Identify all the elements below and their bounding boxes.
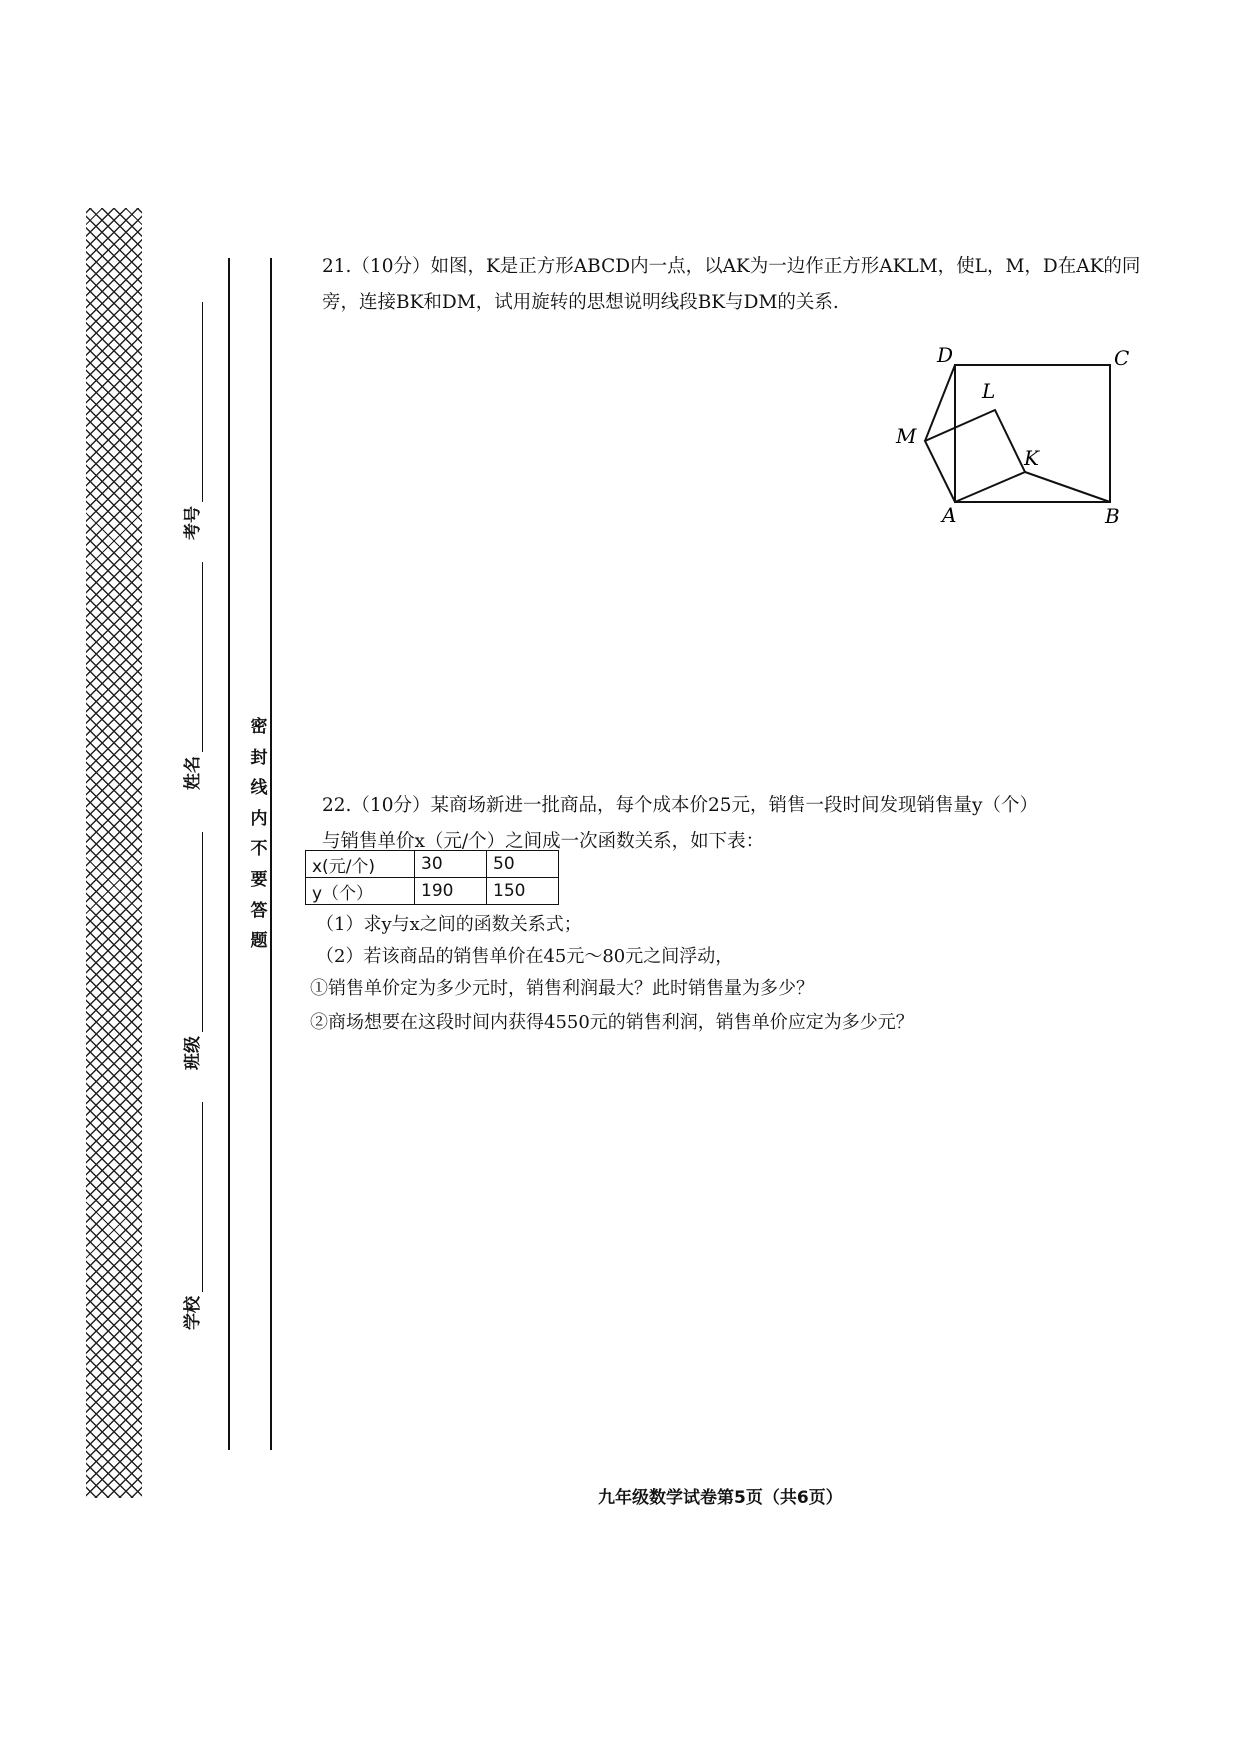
question-21-figure: [880, 340, 1140, 530]
school-label: 学校: [183, 1296, 203, 1330]
label-d: D: [937, 343, 954, 367]
school-field: [178, 1102, 203, 1330]
table-cell: x(元/个): [306, 851, 415, 878]
seal-line-warning: 密封线内不要答题: [250, 717, 268, 952]
square-aklm: [925, 410, 1025, 502]
school-blank[interactable]: [184, 1102, 203, 1292]
label-m: M: [896, 424, 917, 448]
page-footer: 九年级数学试卷第5页（共6页）: [598, 1488, 843, 1508]
question-22-part-2b: ②商场想要在这段时间内获得4550元的销售利润，销售单价应定为多少元？: [310, 1012, 914, 1033]
label-k: K: [1024, 446, 1039, 470]
segment-bk: [1025, 472, 1110, 502]
question-22-part-1: （1）求y与x之间的函数关系式；: [316, 914, 582, 935]
question-22-part-2: （2）若该商品的销售单价在45元～80元之间浮动，: [316, 946, 734, 967]
name-blank[interactable]: [184, 562, 203, 752]
name-label: 姓名: [183, 756, 203, 790]
table-row: [306, 878, 559, 905]
label-c: C: [1114, 346, 1130, 370]
table-cell: 30: [415, 851, 487, 878]
table-cell: 150: [487, 878, 559, 905]
label-a: A: [942, 503, 957, 527]
class-blank[interactable]: [184, 832, 203, 1032]
binding-line-inner: [228, 258, 230, 1450]
table-row: [306, 851, 559, 878]
question-22-table: [305, 850, 559, 905]
exam-number-blank[interactable]: [184, 302, 203, 502]
label-b: B: [1105, 504, 1120, 528]
question-22-intro-line1: 22.（10分）某商场新进一批商品，每个成本价25元，销售一段时间发现销售量y（个）: [322, 795, 1038, 816]
label-l: L: [982, 379, 996, 403]
question-21-text: 21.（10分）如图，K是正方形ABCD内一点，以AK为一边作正方形AKLM，使L，M，D在AK的同旁，连接BK和DM，试用旋转的思想说明线段BK与DM的关系.: [322, 256, 1141, 313]
square-abcd: [955, 365, 1110, 502]
table-cell: 190: [415, 878, 487, 905]
class-field: [178, 832, 203, 1070]
table-cell: y（个）: [306, 878, 415, 905]
question-22-intro-line2: 与销售单价x（元/个）之间成一次函数关系，如下表：: [322, 831, 765, 852]
class-label: 班级: [183, 1036, 203, 1070]
decorative-crosshatch-border: [86, 208, 142, 1498]
table-cell: 50: [487, 851, 559, 878]
question-22-part-2a: ①销售单价定为多少元时，销售利润最大？此时销售量为多少？: [310, 978, 814, 999]
exam-number-label: 考号: [183, 506, 203, 540]
exam-number-field: [178, 302, 203, 540]
name-field: [178, 562, 203, 790]
